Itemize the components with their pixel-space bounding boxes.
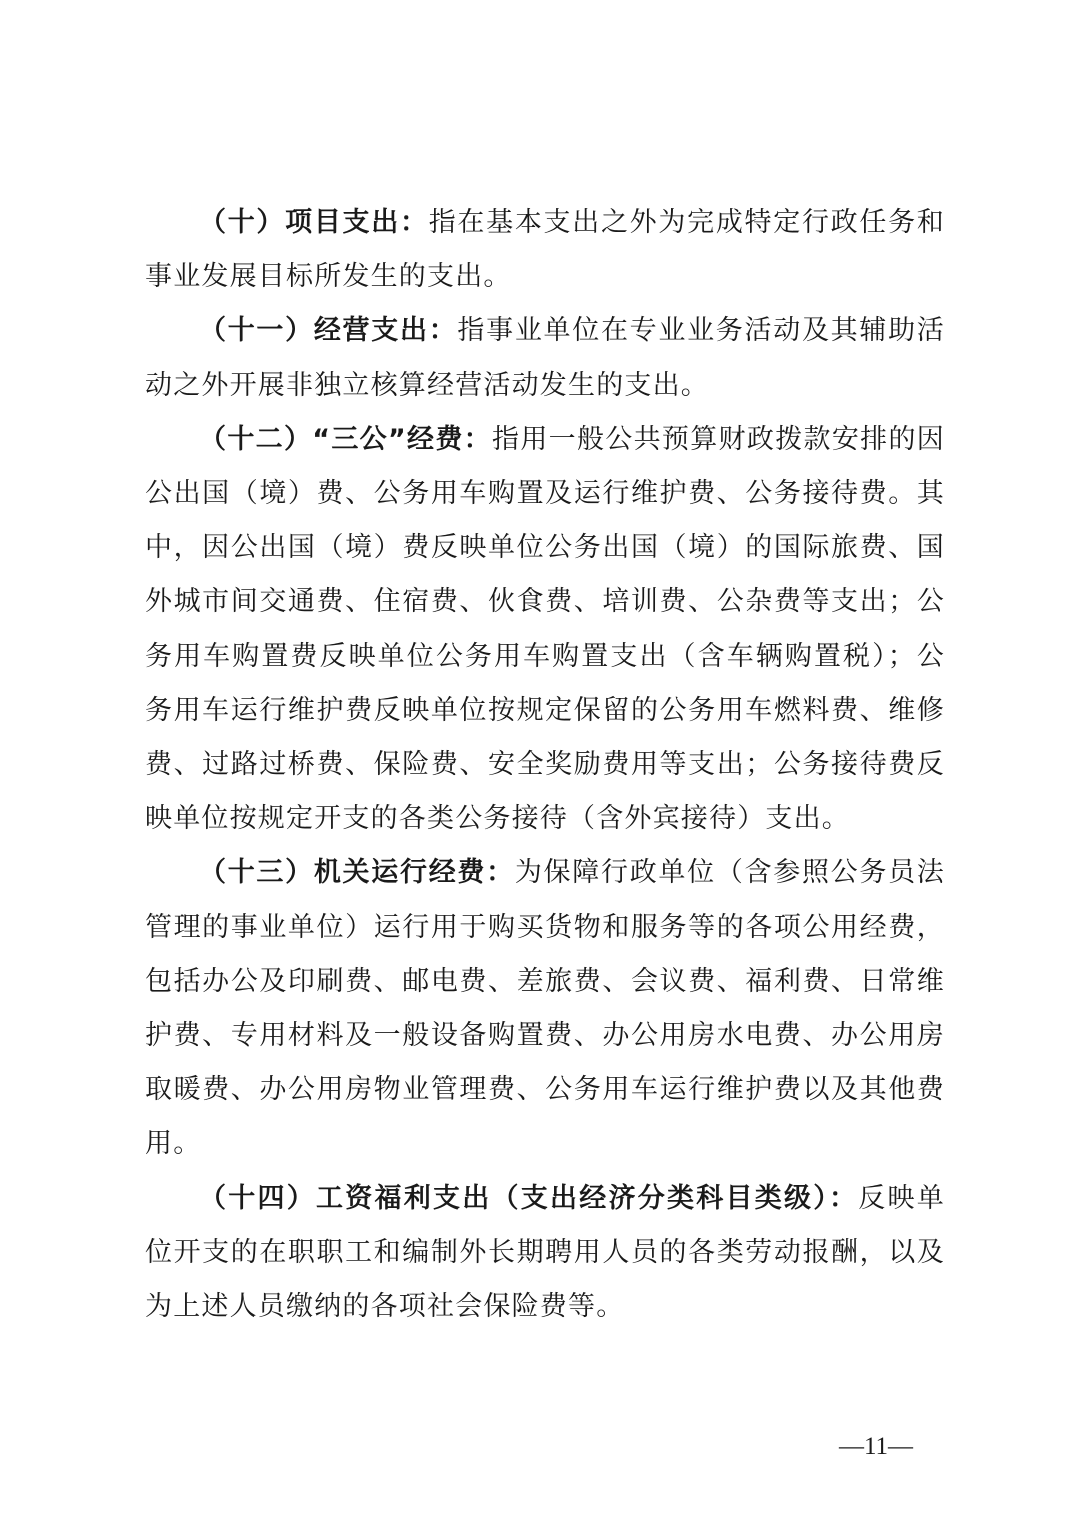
paragraph-heading: （十四）工资福利支出（支出经济分类科目类级）： [199, 1182, 859, 1214]
paragraph-heading: （十二）“三公”经费： [199, 423, 492, 455]
paragraph-heading: （十）项目支出： [199, 207, 429, 238]
page-number: —11— [838, 1433, 914, 1460]
paragraph-three-public-expenses [145, 413, 945, 847]
paragraph-text: 指事业单位在专业业务活动及其辅助活动之外开展非独立核算经营活动发生的支出。 [145, 315, 945, 401]
paragraph-heading: （十一）经营支出： [199, 315, 458, 347]
paragraph-agency-operating-funds [145, 846, 945, 1171]
paragraph-text: 为保障行政单位（含参照公务员法管理的事业单位）运行用于购买货物和服务等的各项公用经费，包括办公及印刷费、邮电费、差旅费、会议费、福利费、日常维护费、专用材料及一般设备购置费、办公用房水电费、办公用房取暖费、办公用房物业管理费、公务用车运行维护费以及其他费用。 [145, 857, 946, 1160]
paragraph-operating-expenditure [145, 304, 945, 412]
paragraph-text: 指用一般公共预算财政拨款安排的因公出国（境）费、公务用车购置及运行维护费、公务接待费。其中，因公出国（境）费反映单位公务出国（境）的国际旅费、国外城市间交通费、住宿费、伙食费、培训费、公杂费等支出；公务用车购置费反映单位公务用车购置支出（含车辆购置税）；公务用车运行维护费反映单位按规定保留的公务用车燃料费、维修费、过路过桥费、保险费、安全奖励费用等支出；公务接待费反映单位按规定开支的各类公务接待（含外宾接待）支出。 [145, 423, 945, 835]
paragraph-wages-welfare [145, 1172, 945, 1335]
paragraph-project-expenditure [145, 196, 945, 304]
paragraph-text: 反映单位开支的在职职工和编制外长期聘用人员的各类劳动报酬，以及为上述人员缴纳的各项社会保险费等。 [145, 1182, 945, 1323]
paragraph-heading: （十三）机关运行经费： [199, 857, 515, 889]
paragraph-text: 指在基本支出之外为完成特定行政任务和事业发展目标所发生的支出。 [145, 207, 945, 293]
document-body [145, 196, 945, 1334]
